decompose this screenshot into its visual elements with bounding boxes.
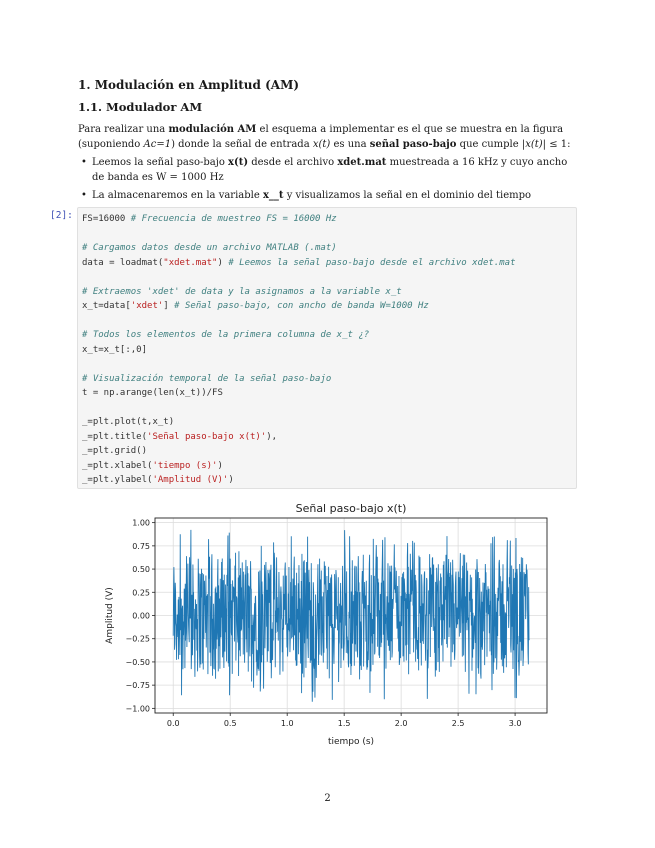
code-line — [82, 227, 572, 242]
y-tick-label: −0.50 — [125, 657, 150, 667]
code-line — [82, 314, 572, 329]
list-item: • Leemos la señal paso-bajo x(t) desde el archivo xdet.mat muestreada a 16 kHz y cuyo ancho de banda es W = 1000 Hz — [78, 155, 580, 185]
code-line: # Todos los elementos de la primera columna de x_t ¿? — [82, 330, 370, 340]
x-tick-label: 2.0 — [394, 719, 408, 728]
code-line: x_t=data['xdet'] # Señal paso-bajo, con ancho de banda W=1000 Hz — [82, 301, 429, 311]
x-tick-label: 1.0 — [280, 719, 294, 728]
code-line: FS=16000 # Frecuencia de muestreo FS = 16000 Hz — [82, 214, 337, 224]
x-tick-label: 1.5 — [337, 719, 351, 728]
y-tick-label: 0.75 — [132, 541, 150, 551]
signal-chart — [100, 498, 560, 748]
code-line — [82, 401, 572, 416]
chart-title: Señal paso-bajo x(t) — [295, 502, 407, 515]
section-title: 1. Modulación en Amplitud (AM) — [78, 78, 300, 92]
list-item: • La almacenaremos en la variable x__t y visualizamos la señal en el dominio del tiempo — [78, 188, 580, 203]
code-line: # Cargamos datos desde un archivo MATLAB (.mat) — [82, 243, 337, 253]
y-axis-label: Amplitud (V) — [105, 587, 115, 644]
code-line: _=plt.grid() — [82, 446, 148, 456]
y-tick-label: 0.50 — [132, 565, 150, 575]
code-line: _=plt.xlabel('tiempo (s)') — [82, 460, 223, 471]
intro-paragraph: Para realizar una modulación AM el esquema a implementar es el que se muestra en la figura (suponiendo Ac=1) donde la señal de entrada x(t) es una señal paso-bajo que cumple |x(t)| ≤ 1: — [78, 124, 571, 150]
subsection-title: 1.1. Modulador AM — [78, 100, 203, 114]
x-tick-label: 0.0 — [166, 719, 180, 728]
y-tick-label: 0.25 — [132, 588, 150, 598]
cell-prompt: [2]: — [50, 210, 73, 221]
x-tick-label: 3.0 — [508, 719, 522, 728]
code-line: t = np.arange(len(x_t))/FS — [82, 388, 223, 398]
code-line — [82, 357, 572, 372]
x-axis-label: tiempo (s) — [327, 737, 375, 747]
signal-series-line — [173, 530, 529, 702]
x-tick-label: 0.5 — [223, 719, 237, 728]
y-tick-label: 0.00 — [132, 611, 150, 621]
y-tick-label: −1.00 — [125, 704, 150, 714]
y-tick-label: −0.25 — [125, 634, 150, 644]
code-line: _=plt.plot(t,x_t) — [82, 417, 175, 427]
code-cell[interactable] — [77, 207, 577, 489]
code-line: x_t=x_t[:,0] — [82, 344, 148, 355]
x-tick-label: 2.5 — [451, 719, 465, 728]
code-line: _=plt.title('Señal paso-bajo x(t)'), — [82, 431, 278, 442]
code-line: # Extraemos 'xdet' de data y la asignamos a la variable x_t — [82, 286, 402, 297]
code-line: data = loadmat("xdet.mat") # Leemos la señal paso-bajo desde el archivo xdet.mat — [82, 257, 516, 268]
page-number: 2 — [324, 793, 331, 804]
bullet-list — [78, 155, 580, 206]
y-tick-label: 1.00 — [132, 518, 150, 528]
code-line: _=plt.ylabel('Amplitud (V)') — [82, 475, 234, 485]
code-line: # Visualización temporal de la señal paso-bajo — [82, 373, 332, 384]
code-line — [82, 270, 572, 285]
y-tick-label: −0.75 — [125, 681, 150, 691]
